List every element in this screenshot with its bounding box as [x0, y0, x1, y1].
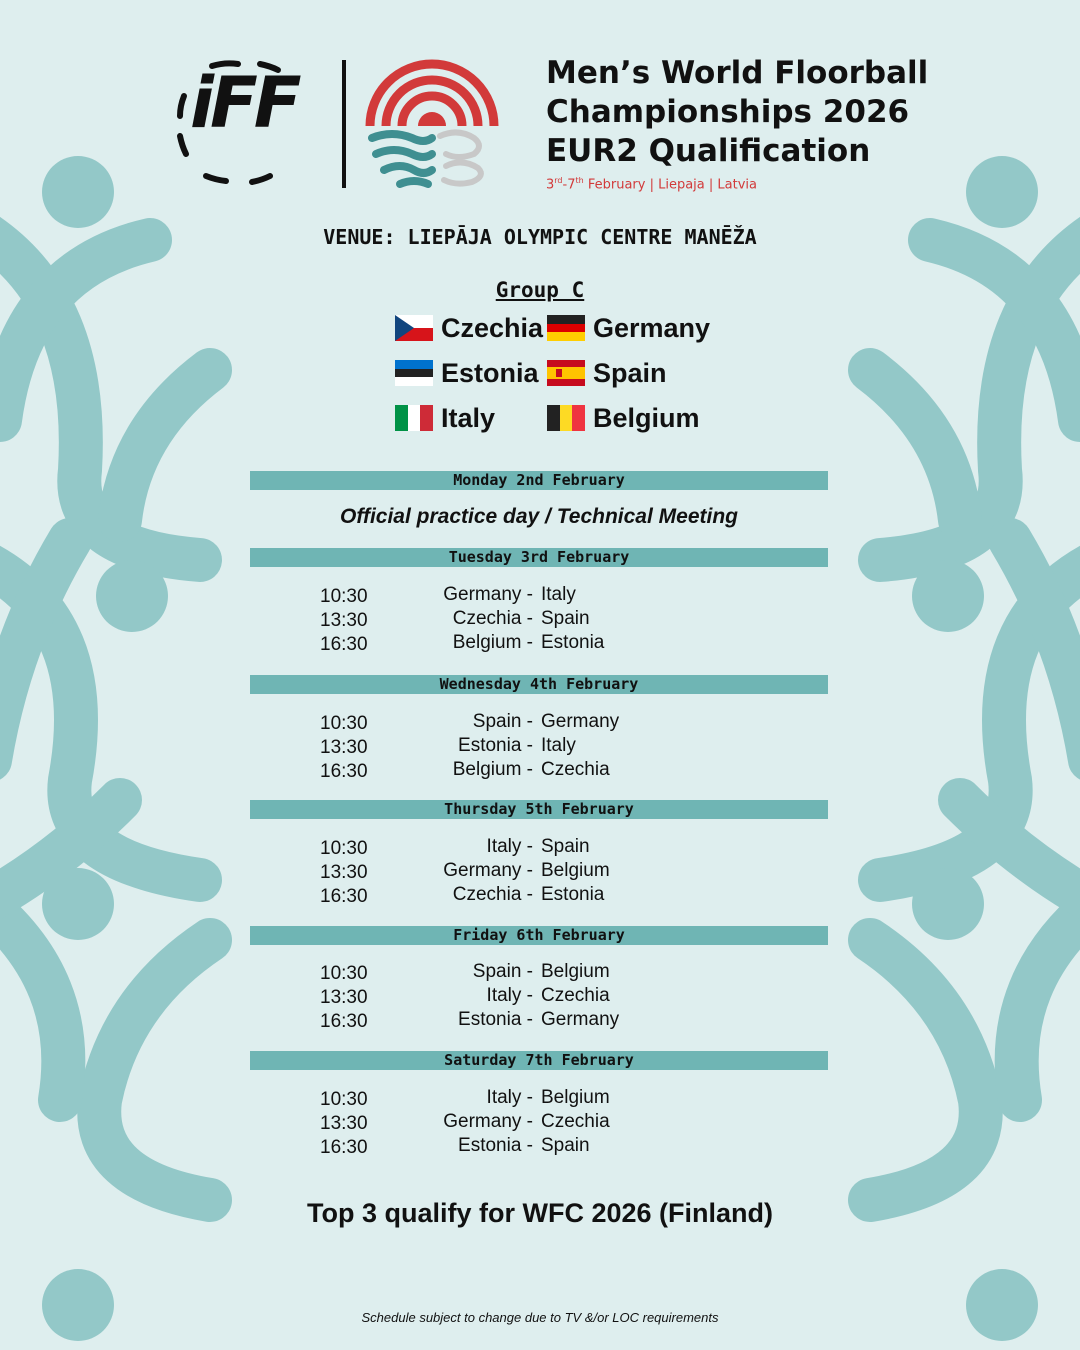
match-row — [0, 860, 1080, 884]
dates-end-suffix: th — [575, 176, 584, 185]
match-home-team: Spain - — [472, 961, 533, 982]
match-time: 16:30 — [320, 1137, 368, 1158]
match-time: 13:30 — [320, 1113, 368, 1134]
event-logo — [362, 58, 502, 193]
schedule-disclaimer: Schedule subject to change due to TV &/or LOC requirements — [361, 1310, 719, 1325]
match-home-team: Czechia - — [452, 884, 533, 905]
match-away-team: Spain — [541, 1135, 590, 1156]
match-home-team: Estonia - — [458, 735, 533, 756]
match-row — [0, 1111, 1080, 1135]
match-home-team: Spain - — [472, 711, 533, 732]
match-time: 16:30 — [320, 634, 368, 655]
match-home-team: Italy - — [486, 836, 533, 857]
title-line-2: Championships 2026 — [546, 94, 910, 130]
team-belgium — [547, 401, 700, 435]
iff-logo-text: iFF — [190, 62, 298, 144]
day-header-monday: Monday 2nd February — [250, 471, 828, 490]
czechia-flag-icon — [395, 315, 433, 341]
team-name: Italy — [441, 402, 496, 433]
match-away-team: Germany — [541, 711, 620, 732]
team-spain — [547, 356, 667, 390]
match-home-team: Czechia - — [452, 608, 533, 629]
team-czechia — [395, 311, 543, 345]
match-time: 16:30 — [320, 886, 368, 907]
italy-flag-icon — [395, 405, 433, 431]
team-name: Estonia — [441, 357, 539, 388]
match-away-team: Belgium — [541, 1087, 610, 1108]
match-row — [0, 1087, 1080, 1111]
match-row — [0, 884, 1080, 908]
match-time: 13:30 — [320, 610, 368, 631]
match-home-team: Germany - — [443, 1111, 533, 1132]
match-home-team: Italy - — [486, 985, 533, 1006]
dates-start-suffix: rd — [554, 176, 563, 185]
day-header-thursday: Thursday 5th February — [250, 800, 828, 819]
team-name: Czechia — [441, 312, 544, 343]
match-row — [0, 836, 1080, 860]
qualification-note: Top 3 qualify for WFC 2026 (Finland) — [306, 1198, 773, 1228]
day-header-wednesday: Wednesday 4th February — [250, 675, 828, 694]
match-away-team: Belgium — [541, 860, 610, 881]
match-away-team: Spain — [541, 608, 590, 629]
dates-end-day: 7 — [567, 177, 576, 193]
practice-day-note: Official practice day / Technical Meeting — [340, 505, 738, 528]
match-time: 13:30 — [320, 862, 368, 883]
match-home-team: Germany - — [443, 584, 533, 605]
match-away-team: Italy — [541, 735, 576, 756]
match-row — [0, 608, 1080, 632]
match-home-team: Belgium - — [452, 759, 533, 780]
day-header-friday: Friday 6th February — [250, 926, 828, 945]
day-header-tuesday: Tuesday 3rd February — [250, 548, 828, 567]
match-row — [0, 584, 1080, 608]
title-line-3: EUR2 Qualification — [546, 133, 871, 169]
match-away-team: Czechia — [541, 1111, 610, 1132]
match-away-team: Czechia — [541, 985, 610, 1006]
match-home-team: Germany - — [443, 860, 533, 881]
match-home-team: Estonia - — [458, 1135, 533, 1156]
match-away-team: Belgium — [541, 961, 610, 982]
match-time: 16:30 — [320, 1011, 368, 1032]
team-name: Spain — [593, 357, 667, 388]
header-divider — [342, 60, 346, 188]
match-row — [0, 1009, 1080, 1033]
germany-flag-icon — [547, 315, 585, 341]
match-time: 13:30 — [320, 737, 368, 758]
team-name: Germany — [593, 312, 711, 343]
event-dates: 3rd-7th February | Liepaja | Latvia — [546, 176, 757, 193]
day-header-saturday: Saturday 7th February — [250, 1051, 828, 1070]
match-home-team: Estonia - — [458, 1009, 533, 1030]
match-time: 13:30 — [320, 987, 368, 1008]
match-row — [0, 632, 1080, 656]
spain-flag-icon — [547, 360, 585, 386]
team-germany — [547, 311, 710, 345]
match-home-team: Belgium - — [452, 632, 533, 653]
match-away-team: Germany — [541, 1009, 620, 1030]
match-away-team: Estonia — [541, 632, 605, 653]
match-away-team: Spain — [541, 836, 590, 857]
dates-location: February | Liepaja | Latvia — [583, 177, 757, 193]
team-italy — [395, 401, 495, 435]
dates-start-day: 3 — [546, 177, 555, 193]
match-row — [0, 985, 1080, 1009]
match-row — [0, 1135, 1080, 1159]
match-row — [0, 961, 1080, 985]
match-time: 10:30 — [320, 963, 368, 984]
match-time: 10:30 — [320, 586, 368, 607]
belgium-flag-icon — [547, 405, 585, 431]
team-name: Belgium — [593, 402, 700, 433]
match-row — [0, 759, 1080, 783]
team-estonia — [395, 356, 539, 390]
match-time: 10:30 — [320, 1089, 368, 1110]
estonia-flag-icon — [395, 360, 433, 386]
match-away-team: Czechia — [541, 759, 610, 780]
match-time: 10:30 — [320, 713, 368, 734]
match-home-team: Italy - — [486, 1087, 533, 1108]
group-title: Group C — [495, 278, 585, 302]
title-line-1: Men’s World Floorball — [546, 55, 929, 91]
match-away-team: Estonia — [541, 884, 605, 905]
match-row — [0, 711, 1080, 735]
match-time: 16:30 — [320, 761, 368, 782]
event-title — [546, 54, 928, 171]
match-time: 10:30 — [320, 838, 368, 859]
venue-heading: VENUE: LIEPĀJA OLYMPIC CENTRE MANĒŽA — [323, 225, 757, 249]
match-row — [0, 735, 1080, 759]
match-away-team: Italy — [541, 584, 576, 605]
